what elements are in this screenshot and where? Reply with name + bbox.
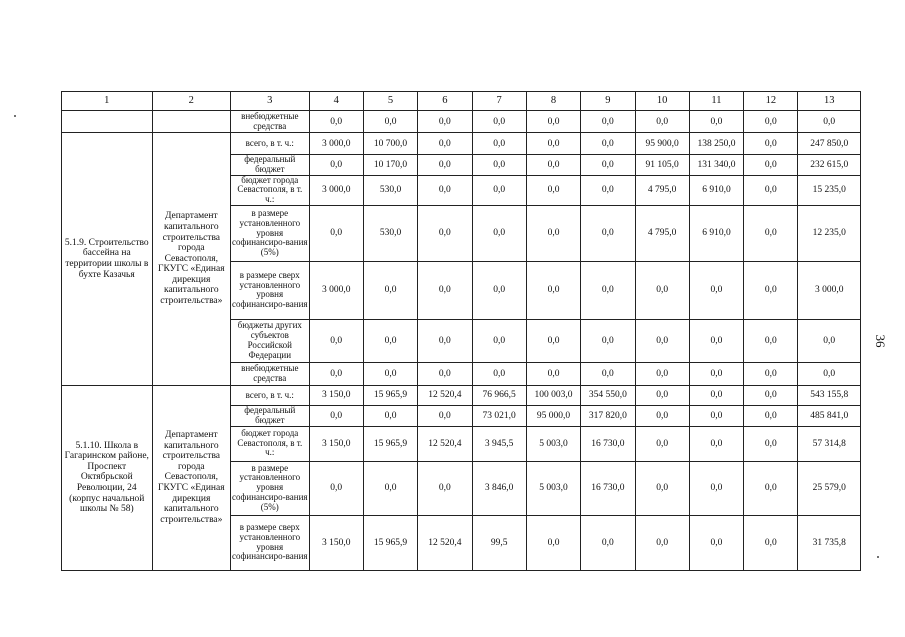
value-cell: 6 910,0 [689,205,743,261]
value-cell: 0,0 [744,319,798,362]
value-cell: 31 735,8 [798,515,861,570]
value-cell: 0,0 [472,319,526,362]
value-cell: 3 000,0 [309,133,363,155]
value-cell: 15 965,9 [363,426,417,461]
value-cell: 10 170,0 [363,155,417,176]
value-cell: 317 820,0 [581,405,635,426]
value-cell: 0,0 [581,155,635,176]
funding-source-cell: в размере установленного уровня софинансиро-вания (5%) [231,205,309,261]
header-cell: 2 [152,92,230,111]
value-cell: 543 155,8 [798,385,861,405]
value-cell: 530,0 [363,205,417,261]
header-cell: 10 [635,92,689,111]
scan-speck [14,115,16,117]
value-cell: 0,0 [472,155,526,176]
executor-cell: Департамент капитального строительства города Севастополя, ГКУГС «Единая дирекция капитального строительства» [152,385,230,570]
value-cell: 95 900,0 [635,133,689,155]
value-cell: 3 846,0 [472,461,526,515]
value-cell: 0,0 [526,261,580,319]
empty-cell [152,111,230,133]
value-cell: 0,0 [418,205,472,261]
value-cell: 0,0 [309,155,363,176]
value-cell: 0,0 [418,261,472,319]
value-cell: 0,0 [418,155,472,176]
value-cell: 16 730,0 [581,426,635,461]
value-cell: 0,0 [526,319,580,362]
value-cell: 15 965,9 [363,515,417,570]
value-cell: 0,0 [689,111,743,133]
value-cell: 4 795,0 [635,205,689,261]
value-cell: 3 150,0 [309,385,363,405]
value-cell: 0,0 [744,175,798,205]
value-cell: 73 021,0 [472,405,526,426]
value-cell: 0,0 [635,426,689,461]
value-cell: 485 841,0 [798,405,861,426]
header-cell: 13 [798,92,861,111]
value-cell: 12 520,4 [418,385,472,405]
object-name-cell: 5.1.9. Строительство бассейна на территории школы в бухте Казачья [62,133,153,386]
value-cell: 0,0 [309,405,363,426]
value-cell: 0,0 [363,319,417,362]
value-cell: 0,0 [635,515,689,570]
header-cell: 6 [418,92,472,111]
value-cell: 0,0 [744,405,798,426]
value-cell: 0,0 [744,426,798,461]
table-row [62,111,861,133]
value-cell: 10 700,0 [363,133,417,155]
value-cell: 0,0 [798,362,861,385]
value-cell: 3 000,0 [309,175,363,205]
value-cell: 0,0 [418,133,472,155]
value-cell: 3 945,5 [472,426,526,461]
value-cell: 0,0 [689,461,743,515]
value-cell: 0,0 [363,461,417,515]
page-number: 36 [873,334,888,348]
value-cell: 0,0 [744,111,798,133]
value-cell: 0,0 [418,405,472,426]
value-cell: 0,0 [744,133,798,155]
funding-source-cell: всего, в т. ч.: [231,133,309,155]
value-cell: 0,0 [689,362,743,385]
value-cell: 12 520,4 [418,515,472,570]
budget-table [61,91,861,571]
value-cell: 0,0 [526,205,580,261]
value-cell: 0,0 [472,175,526,205]
funding-source-cell: в размере сверх установленного уровня софинансиро-вания [231,261,309,319]
value-cell: 4 795,0 [635,175,689,205]
value-cell: 0,0 [581,133,635,155]
value-cell: 0,0 [689,426,743,461]
value-cell: 0,0 [798,319,861,362]
value-cell: 0,0 [309,319,363,362]
table-row [62,385,861,405]
value-cell: 12 235,0 [798,205,861,261]
value-cell: 3 000,0 [798,261,861,319]
value-cell: 3 150,0 [309,515,363,570]
value-cell: 99,5 [472,515,526,570]
value-cell: 0,0 [363,261,417,319]
funding-source-cell: федеральный бюджет [231,405,309,426]
value-cell: 0,0 [744,261,798,319]
value-cell: 0,0 [309,111,363,133]
value-cell: 131 340,0 [689,155,743,176]
value-cell: 0,0 [363,111,417,133]
value-cell: 0,0 [363,362,417,385]
value-cell: 0,0 [744,155,798,176]
value-cell: 0,0 [472,362,526,385]
value-cell: 5 003,0 [526,461,580,515]
value-cell: 0,0 [418,461,472,515]
value-cell: 0,0 [744,461,798,515]
value-cell: 0,0 [526,362,580,385]
funding-source-cell: внебюджетные средства [231,111,309,133]
value-cell: 0,0 [526,111,580,133]
header-cell: 12 [744,92,798,111]
value-cell: 0,0 [689,405,743,426]
value-cell: 91 105,0 [635,155,689,176]
value-cell: 5 003,0 [526,426,580,461]
value-cell: 0,0 [526,515,580,570]
value-cell: 0,0 [472,133,526,155]
value-cell: 0,0 [581,319,635,362]
header-cell: 7 [472,92,526,111]
header-cell: 4 [309,92,363,111]
table-row [62,133,861,155]
value-cell: 0,0 [526,155,580,176]
value-cell: 0,0 [635,261,689,319]
funding-source-cell: всего, в т. ч.: [231,385,309,405]
value-cell: 0,0 [581,111,635,133]
header-cell: 3 [231,92,309,111]
value-cell: 0,0 [472,261,526,319]
value-cell: 0,0 [418,175,472,205]
value-cell: 0,0 [798,111,861,133]
value-cell: 0,0 [635,362,689,385]
value-cell: 0,0 [581,175,635,205]
value-cell: 0,0 [635,385,689,405]
value-cell: 0,0 [744,205,798,261]
value-cell: 0,0 [581,362,635,385]
funding-source-cell: федеральный бюджет [231,155,309,176]
value-cell: 0,0 [635,405,689,426]
header-cell: 11 [689,92,743,111]
header-cell: 9 [581,92,635,111]
header-row [62,92,861,111]
value-cell: 15 965,9 [363,385,417,405]
value-cell: 0,0 [689,515,743,570]
value-cell: 0,0 [309,362,363,385]
funding-source-cell: в размере установленного уровня софинансиро-вания (5%) [231,461,309,515]
value-cell: 0,0 [309,205,363,261]
executor-cell: Департамент капитального строительства города Севастополя, ГКУГС «Единая дирекция капитального строительства» [152,133,230,386]
funding-source-cell: в размере сверх установленного уровня софинансиро-вания [231,515,309,570]
value-cell: 76 966,5 [472,385,526,405]
empty-cell [62,111,153,133]
scan-speck [877,556,879,558]
value-cell: 0,0 [526,133,580,155]
header-cell: 5 [363,92,417,111]
value-cell: 95 000,0 [526,405,580,426]
object-name-cell: 5.1.10. Школа в Гагаринском районе, Проспект Октябрьской Революции, 24 (корпус начальной школы № 58) [62,385,153,570]
value-cell: 16 730,0 [581,461,635,515]
value-cell: 0,0 [309,461,363,515]
value-cell: 3 150,0 [309,426,363,461]
value-cell: 0,0 [635,111,689,133]
funding-source-cell: внебюджетные средства [231,362,309,385]
value-cell: 0,0 [689,319,743,362]
value-cell: 57 314,8 [798,426,861,461]
value-cell: 0,0 [581,261,635,319]
value-cell: 12 520,4 [418,426,472,461]
value-cell: 530,0 [363,175,417,205]
value-cell: 0,0 [363,405,417,426]
funding-source-cell: бюджеты других субъектов Российской Федерации [231,319,309,362]
value-cell: 0,0 [581,515,635,570]
value-cell: 0,0 [472,111,526,133]
value-cell: 0,0 [581,205,635,261]
value-cell: 0,0 [635,319,689,362]
value-cell: 0,0 [418,319,472,362]
value-cell: 0,0 [635,461,689,515]
value-cell: 100 003,0 [526,385,580,405]
value-cell: 25 579,0 [798,461,861,515]
value-cell: 138 250,0 [689,133,743,155]
value-cell: 0,0 [689,261,743,319]
header-cell: 8 [526,92,580,111]
value-cell: 0,0 [744,362,798,385]
value-cell: 0,0 [526,175,580,205]
value-cell: 0,0 [744,515,798,570]
value-cell: 15 235,0 [798,175,861,205]
value-cell: 0,0 [418,362,472,385]
value-cell: 0,0 [689,385,743,405]
value-cell: 6 910,0 [689,175,743,205]
value-cell: 232 615,0 [798,155,861,176]
value-cell: 0,0 [418,111,472,133]
funding-source-cell: бюджет города Севастополя, в т. ч.: [231,426,309,461]
value-cell: 0,0 [472,205,526,261]
value-cell: 0,0 [744,385,798,405]
funding-source-cell: бюджет города Севастополя, в т. ч.: [231,175,309,205]
value-cell: 354 550,0 [581,385,635,405]
header-cell: 1 [62,92,153,111]
value-cell: 247 850,0 [798,133,861,155]
value-cell: 3 000,0 [309,261,363,319]
